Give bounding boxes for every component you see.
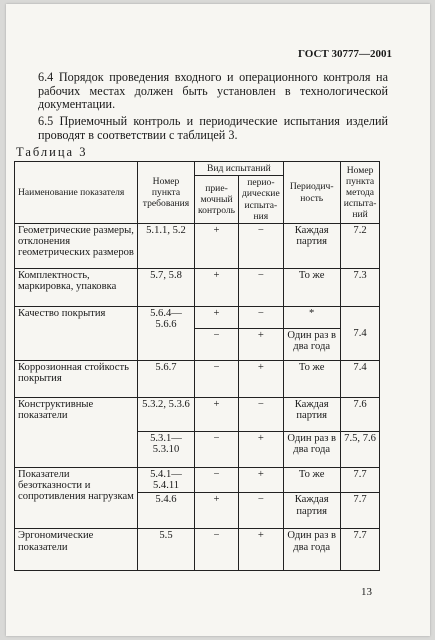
cell-method: 7.7 xyxy=(340,529,380,571)
table-row xyxy=(15,269,380,307)
cell-periodic: − xyxy=(239,493,284,529)
page-number: 13 xyxy=(361,586,372,598)
paragraph-6-4 xyxy=(28,71,388,112)
cell-point: 5.3.1—5.3.10 xyxy=(138,432,195,468)
cell-acceptance: − xyxy=(195,329,239,361)
cell-acceptance: + xyxy=(195,398,239,432)
cell-acceptance: − xyxy=(195,468,239,493)
header-frequency: Периодич-ность xyxy=(283,162,340,224)
cell-point: 5.1.1, 5.2 xyxy=(138,224,195,269)
cell-method: 7.5, 7.6 xyxy=(340,432,380,468)
cell-method: 7.7 xyxy=(340,468,380,493)
cell-method: 7.4 xyxy=(340,361,380,398)
header-method: Номер пункта метода испыта-ний xyxy=(340,162,380,224)
cell-name: Конструктивные показатели xyxy=(15,398,138,468)
cell-method: 7.6 xyxy=(340,398,380,432)
cell-frequency: Каждая партия xyxy=(283,398,340,432)
cell-method: 7.7 xyxy=(340,493,380,529)
cell-acceptance: + xyxy=(195,307,239,329)
cell-periodic: + xyxy=(239,432,284,468)
cell-acceptance: − xyxy=(195,432,239,468)
header-name: Наименование показателя xyxy=(15,162,138,224)
cell-point: 5.5 xyxy=(138,529,195,571)
table-row xyxy=(15,361,380,398)
cell-point: 5.4.1—5.4.11 xyxy=(138,468,195,493)
cell-name: Качество покрытия xyxy=(15,307,138,361)
cell-periodic: − xyxy=(239,307,284,329)
cell-frequency: Каждая партия xyxy=(283,493,340,529)
cell-name: Коррозионная стойкость покрытия xyxy=(15,361,138,398)
cell-acceptance: + xyxy=(195,493,239,529)
table-row xyxy=(15,307,380,329)
table-row xyxy=(15,398,380,432)
tests-table xyxy=(14,161,380,571)
cell-periodic: + xyxy=(239,361,284,398)
cell-frequency: То же xyxy=(283,269,340,307)
cell-frequency: Один раз в два года xyxy=(283,529,340,571)
table-caption: Таблица 3 xyxy=(16,145,88,159)
cell-frequency: Каждая партия xyxy=(283,224,340,269)
cell-name: Геометрические размеры, отклонения геометрических размеров xyxy=(15,224,138,269)
cell-point: 5.6.4—5.6.6 xyxy=(138,307,195,361)
cell-name: Показатели безотказности и сопротивления нагрузкам xyxy=(15,468,138,529)
cell-name: Эргономические показатели xyxy=(15,529,138,571)
cell-acceptance: + xyxy=(195,224,239,269)
paragraph-6-4-text: 6.4 Порядок проведения входного и операционного контроля на рабочих местах должен быть установлен в технологической документации. xyxy=(38,70,388,111)
cell-name: Комплектность, маркировка, упаковка xyxy=(15,269,138,307)
header-point: Номер пункта требования xyxy=(138,162,195,224)
cell-periodic: + xyxy=(239,529,284,571)
cell-frequency: Один раз в два года xyxy=(283,432,340,468)
table-row xyxy=(15,529,380,571)
cell-frequency: То же xyxy=(283,361,340,398)
paragraph-6-5 xyxy=(28,115,388,142)
cell-frequency: * xyxy=(283,307,340,329)
table-row xyxy=(15,468,380,493)
document-page xyxy=(6,4,430,636)
cell-point: 5.7, 5.8 xyxy=(138,269,195,307)
header-acceptance: прие-мочный контроль xyxy=(195,176,239,224)
paragraph-6-5-text: 6.5 Приемочный контроль и периодические испытания изделий проводят в соответствии с таблицей 3. xyxy=(38,114,388,142)
cell-periodic: + xyxy=(239,329,284,361)
cell-point: 5.3.2, 5.3.6 xyxy=(138,398,195,432)
cell-point: 5.6.7 xyxy=(138,361,195,398)
cell-acceptance: − xyxy=(195,529,239,571)
table-row xyxy=(15,224,380,269)
header-tests-group: Вид испытаний xyxy=(195,162,284,176)
header-periodic: перио-дические испыта-ния xyxy=(239,176,284,224)
cell-point: 5.4.6 xyxy=(138,493,195,529)
document-code: ГОСТ 30777—2001 xyxy=(298,48,392,60)
cell-method: 7.3 xyxy=(340,269,380,307)
cell-frequency: Один раз в два года xyxy=(283,329,340,361)
cell-frequency: То же xyxy=(283,468,340,493)
table-header-row xyxy=(15,162,380,176)
cell-acceptance: + xyxy=(195,269,239,307)
cell-method: 7.2 xyxy=(340,224,380,269)
cell-method: 7.4 xyxy=(340,307,380,361)
cell-periodic: − xyxy=(239,224,284,269)
cell-periodic: − xyxy=(239,398,284,432)
cell-acceptance: − xyxy=(195,361,239,398)
cell-periodic: + xyxy=(239,468,284,493)
cell-periodic: − xyxy=(239,269,284,307)
